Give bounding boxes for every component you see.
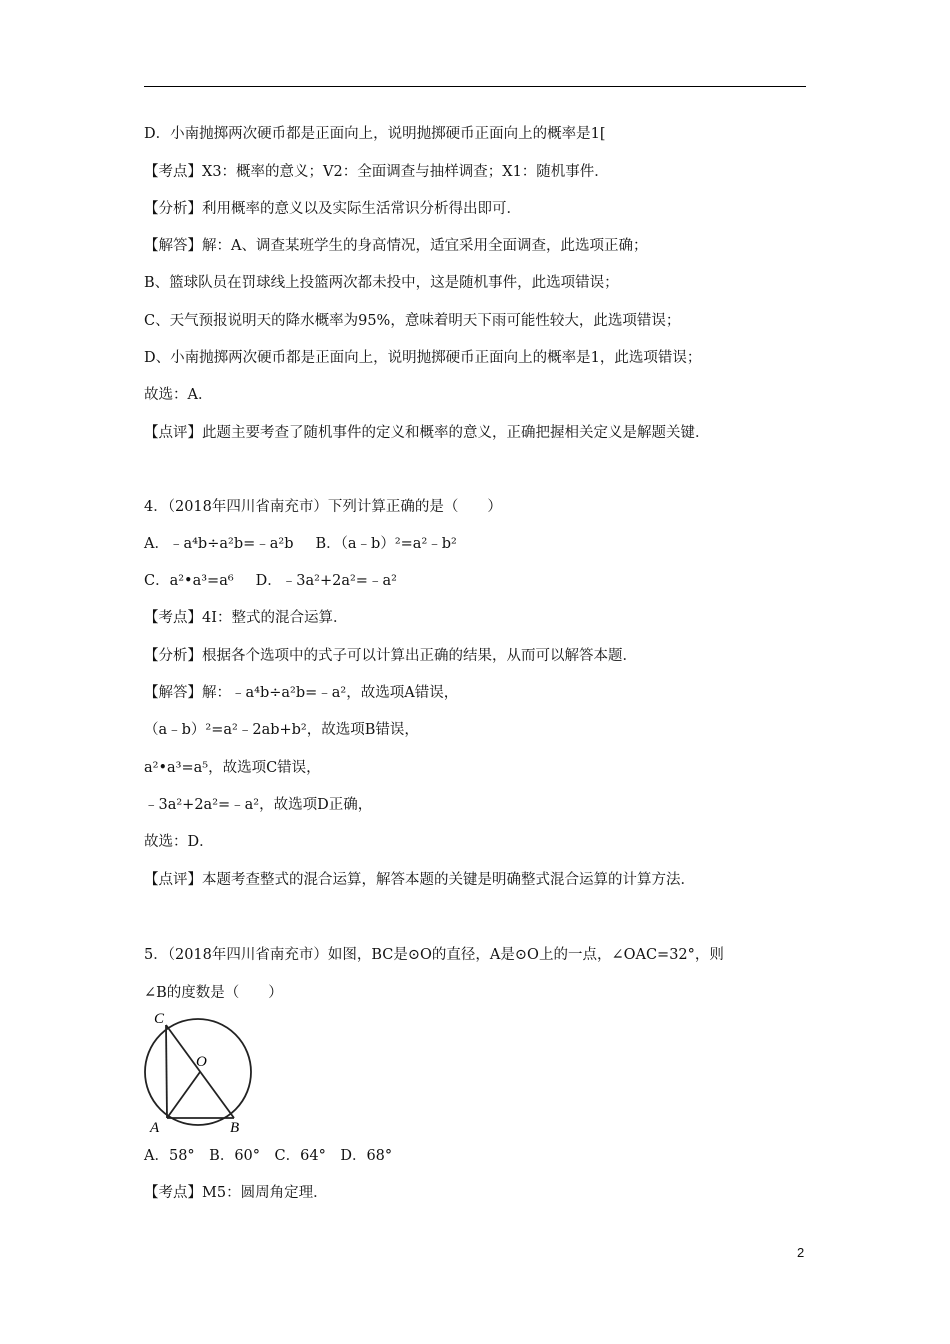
q4-step-4: ﹣3a²+2a²=﹣a²，故选项D正确， bbox=[144, 797, 373, 813]
q4-option-c: C．a²•a³=a⁶ bbox=[144, 573, 234, 589]
label-b: B bbox=[230, 1120, 240, 1134]
q5-options: A．58° B．60° C．64° D．68° bbox=[144, 1148, 393, 1164]
q4-fenxi: 【分析】根据各个选项中的式子可以计算出正确的结果，从而可以解答本题． bbox=[144, 648, 637, 664]
q5-circle-figure bbox=[140, 1008, 262, 1134]
q3-jieda: 【解答】解：A、调查某班学生的身高情况，适宜采用全面调查，此选项正确； bbox=[144, 238, 648, 254]
q4-options-ab bbox=[144, 534, 457, 554]
q4-jieda: 【解答】解：﹣a⁴b÷a²b=﹣a²，故选项A错误， bbox=[144, 685, 459, 701]
chord-ca bbox=[166, 1025, 167, 1118]
q5-stem-line2: ∠B的度数是（ ） bbox=[144, 985, 283, 1001]
page-number: 2 bbox=[797, 1245, 805, 1260]
q3-answer: 故选：A． bbox=[144, 387, 213, 403]
q4-step-2: （a﹣b）²=a²﹣2ab+b²，故选项B错误， bbox=[144, 722, 419, 738]
q4-answer: 故选：D． bbox=[144, 834, 214, 850]
q3-dianping: 【点评】此题主要考查了随机事件的定义和概率的意义，正确把握相关定义是解题关键． bbox=[144, 425, 710, 441]
q4-dianping: 【点评】本题考查整式的混合运算，解答本题的关键是明确整式混合运算的计算方法． bbox=[144, 872, 695, 888]
radius-oa bbox=[167, 1072, 200, 1118]
q3-fenxi: 【分析】利用概率的意义以及实际生活常识分析得出即可． bbox=[144, 201, 521, 217]
header-rule bbox=[144, 86, 806, 87]
circle-o bbox=[145, 1019, 251, 1125]
label-a: A bbox=[150, 1120, 160, 1134]
q4-step-3: a²•a³=a⁵，故选项C错误， bbox=[144, 760, 321, 776]
q4-stem: 4．（2018年四川省南充市）下列计算正确的是（ ） bbox=[144, 499, 502, 515]
label-c: C bbox=[154, 1011, 165, 1027]
q3-line-c: C、天气预报说明天的降水概率为95%，意味着明天下雨可能性较大，此选项错误； bbox=[144, 313, 681, 329]
q5-kaodian: 【考点】M5：圆周角定理． bbox=[144, 1185, 328, 1201]
q4-options-cd bbox=[144, 571, 397, 591]
q4-option-a: A．﹣a⁴b÷a²b=﹣a²b bbox=[144, 536, 294, 552]
q3-kaodian: 【考点】X3：概率的意义；V2：全面调查与抽样调查；X1：随机事件． bbox=[144, 164, 609, 180]
q4-option-d: D．﹣3a²+2a²=﹣a² bbox=[255, 573, 397, 589]
q3-option-d: D．小南抛掷两次硬币都是正面向上，说明抛掷硬币正面向上的概率是1[ bbox=[144, 126, 606, 142]
label-o: O bbox=[196, 1054, 207, 1070]
q4-option-b: B．（a﹣b）²=a²﹣b² bbox=[315, 536, 457, 552]
q3-line-b: B、篮球队员在罚球线上投篮两次都未投中，这是随机事件，此选项错误； bbox=[144, 275, 619, 291]
q4-kaodian: 【考点】4I：整式的混合运算． bbox=[144, 610, 348, 626]
q5-stem-line1: 5．（2018年四川省南充市）如图，BC是⊙O的直径，A是⊙O上的一点，∠OAC=32°，则 bbox=[144, 947, 724, 963]
q3-line-d: D、小南抛掷两次硬币都是正面向上，说明抛掷硬币正面向上的概率是1，此选项错误； bbox=[144, 350, 702, 366]
